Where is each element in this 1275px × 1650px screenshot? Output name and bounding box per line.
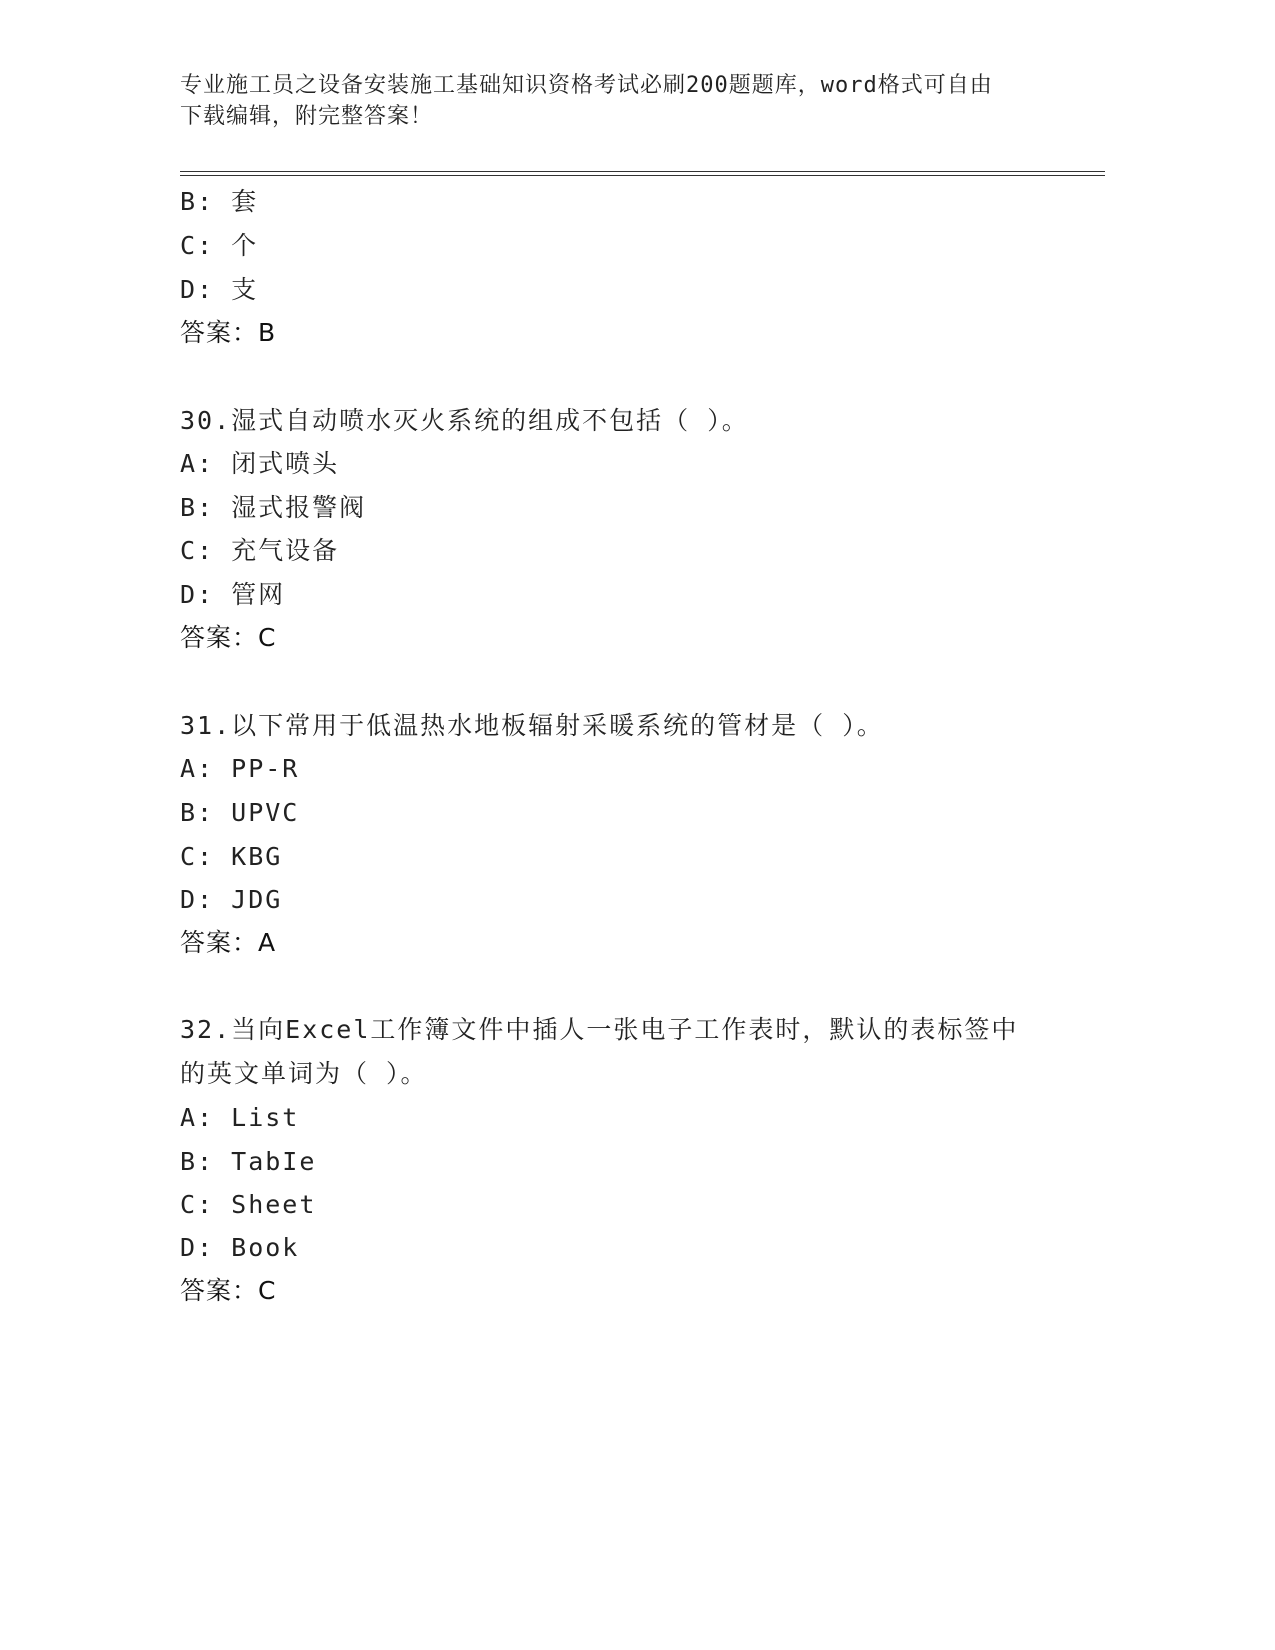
question-stem: 31.以下常用于低温热水地板辐射采暖系统的管材是（ ）。 xyxy=(180,711,884,740)
option-c: C: 个 xyxy=(180,231,259,260)
answer: 答案：C xyxy=(180,1276,277,1305)
option-c: C: Sheet xyxy=(180,1190,317,1219)
header-divider xyxy=(180,171,1105,176)
answer: 答案：C xyxy=(180,623,277,652)
option-c: C: 充气设备 xyxy=(180,536,340,565)
option-b: B: UPVC xyxy=(180,798,300,827)
option-a: A: 闭式喷头 xyxy=(180,449,340,478)
question-stem: 30.湿式自动喷水灭火系统的组成不包括（ ）。 xyxy=(180,406,749,435)
option-a: A: List xyxy=(180,1103,300,1132)
header-line-2: 下载编辑，附完整答案！ xyxy=(180,104,434,129)
option-b: B: TabIe xyxy=(180,1147,317,1176)
option-a: A: PP-R xyxy=(180,754,300,783)
answer: 答案：B xyxy=(180,318,277,347)
option-c: C: KBG xyxy=(180,842,283,871)
header-line-1: 专业施工员之设备安装施工基础知识资格考试必刷200题题库，word格式可自由 xyxy=(180,73,993,98)
option-d: D: Book xyxy=(180,1233,300,1262)
answer: 答案：A xyxy=(180,928,277,957)
option-d: D: 支 xyxy=(180,275,259,304)
question-stem-continued: 的英文单词为（ ）。 xyxy=(180,1059,428,1088)
option-d: D: JDG xyxy=(180,885,283,914)
question-stem: 32.当向Excel工作簿文件中插人一张电子工作表时，默认的表标签中 xyxy=(180,1015,1019,1044)
option-b: B: 湿式报警阀 xyxy=(180,493,367,522)
option-d: D: 管网 xyxy=(180,580,286,609)
option-b: B: 套 xyxy=(180,187,259,216)
document-header xyxy=(180,70,1040,132)
